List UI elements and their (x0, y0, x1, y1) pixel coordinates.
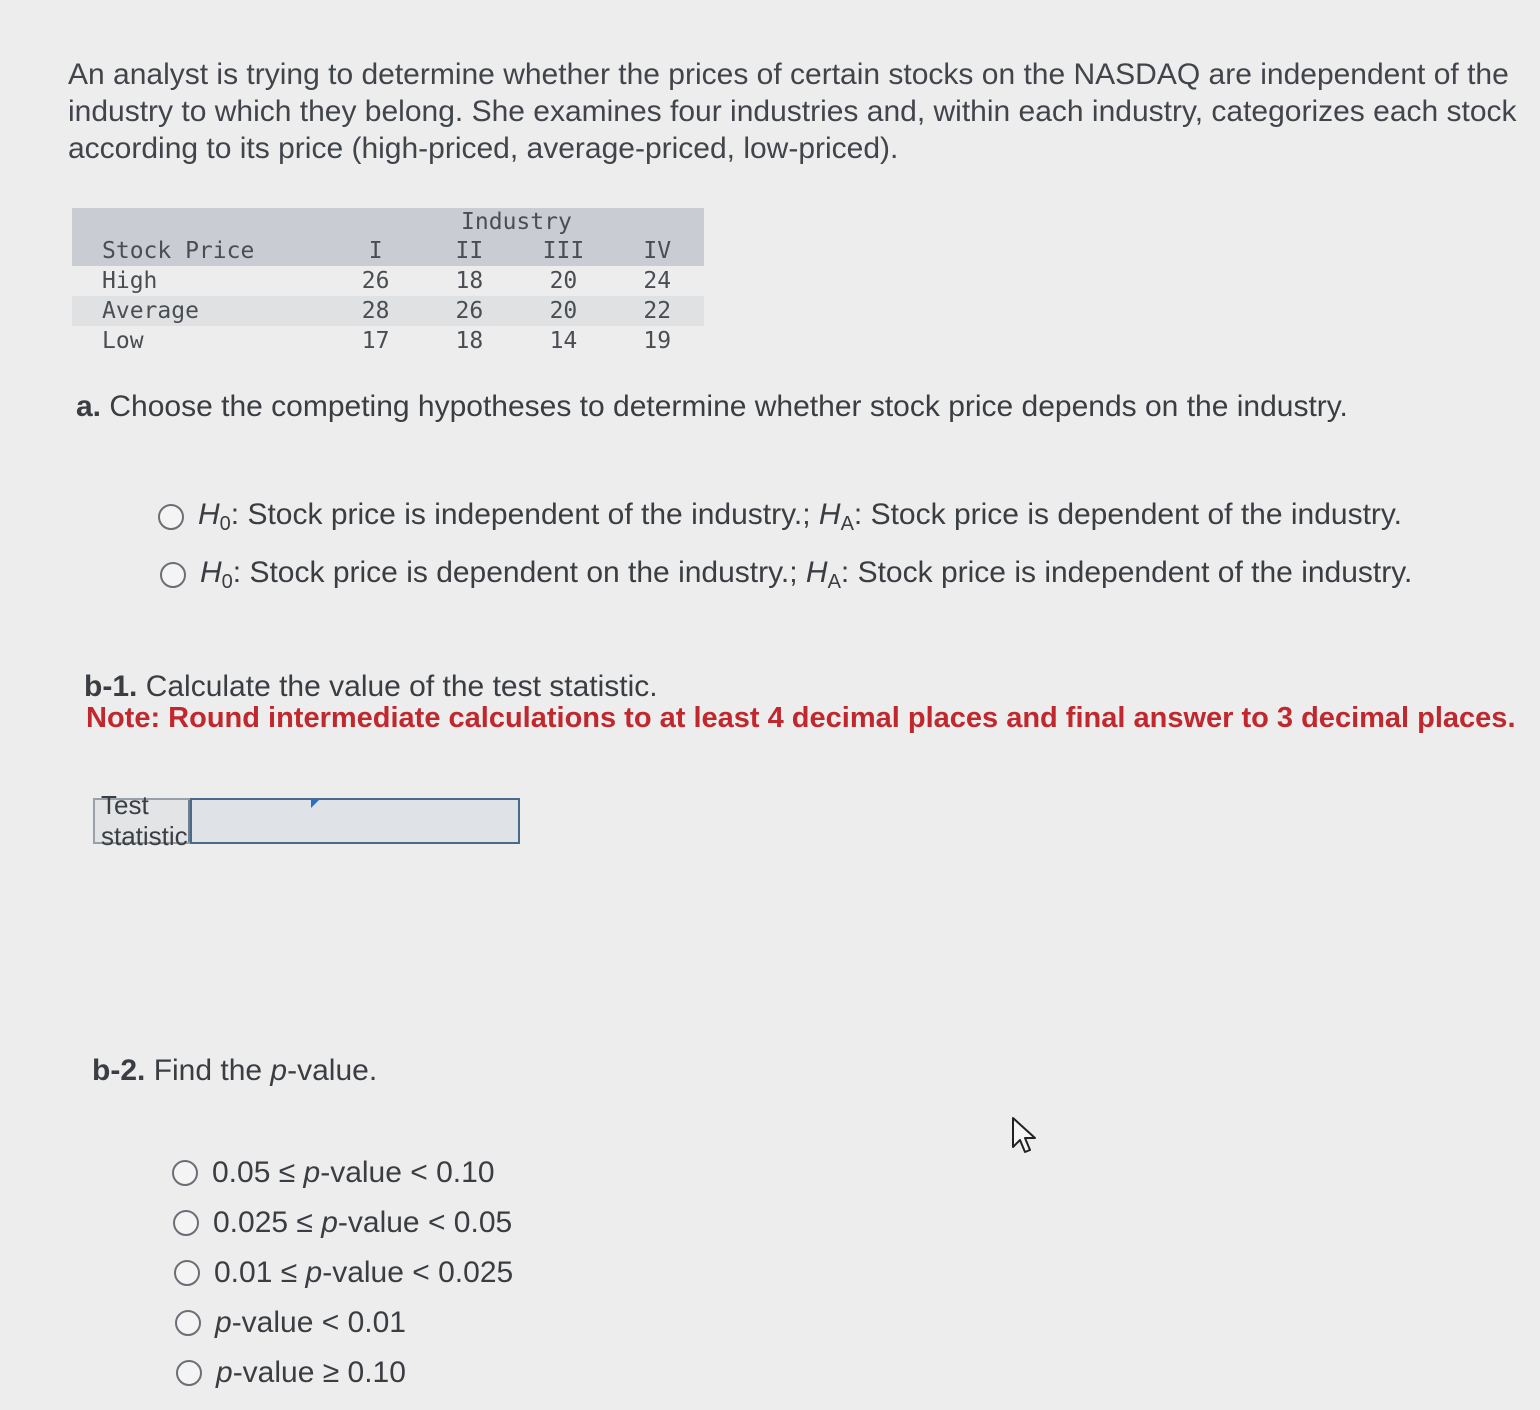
rounding-note: Note: Round intermediate calculations to at least 4 decimal places and final answer to 3 decimal places. (86, 702, 1516, 734)
radio-button-icon[interactable] (175, 1310, 201, 1336)
row-label: High (102, 268, 158, 294)
test-statistic-input[interactable] (190, 798, 520, 844)
table-cell: 24 (643, 268, 672, 294)
radio-button-icon[interactable] (173, 1210, 199, 1236)
table-cell: 26 (422, 296, 516, 326)
problem-intro: An analyst is trying to determine whether the prices of certain stocks on the NASDAQ are independent of the industry to which they belong. She examines four industries and, within each industry, categorizes each stock according to its price (high-priced, average-priced, low-priced). (68, 58, 1517, 165)
column-header: I (329, 236, 422, 266)
table-cell: 26 (361, 268, 390, 294)
stock-price-header: Stock Price (72, 236, 329, 266)
mouse-pointer-icon (1010, 1116, 1040, 1156)
table-cell: 22 (611, 296, 704, 326)
industry-header: Industry (422, 208, 610, 236)
radio-button-icon[interactable] (158, 504, 184, 530)
column-header: III (516, 236, 610, 266)
hypothesis-option-1[interactable]: $H_0$: Stock price is independent of the industry.; $H_A$: Stock price is dependent of the industry. (158, 498, 1402, 536)
pvalue-option-4[interactable]: p-value < 0.01 (175, 1306, 406, 1340)
input-corner-marker-icon (311, 800, 319, 808)
table-cell: 28 (329, 296, 422, 326)
table-cell: 20 (516, 296, 610, 326)
column-header: II (422, 236, 516, 266)
table-cell: 17 (361, 328, 390, 354)
table-column-header-row (72, 236, 704, 266)
pvalue-option-3[interactable]: 0.01 ≤ p-value < 0.025 (174, 1256, 513, 1290)
part-a-text: Choose the competing hypotheses to determine whether stock price depends on the industry. (109, 390, 1348, 423)
hypothesis-option-2[interactable]: $H_0$: Stock price is dependent on the industry.; $H_A$: Stock price is independent of the industry. (160, 556, 1412, 594)
part-b1-question (84, 670, 658, 704)
table-row (72, 326, 704, 356)
row-label: Low (102, 328, 144, 354)
table-row (72, 266, 704, 296)
part-b2-label: b-2. (92, 1054, 146, 1087)
part-b2-question: b-2. Find the p-value. (92, 1054, 378, 1087)
table-cell: 18 (455, 328, 484, 354)
row-label: Average (72, 296, 329, 326)
stock-price-table (72, 208, 704, 356)
table-group-header-row (72, 208, 704, 236)
radio-button-icon[interactable] (160, 562, 186, 588)
part-a-question (76, 390, 1348, 424)
part-a-label: a. (76, 390, 102, 423)
pvalue-option-5[interactable]: p-value ≥ 0.10 (176, 1356, 406, 1390)
table-cell: 14 (549, 328, 578, 354)
table-row (72, 296, 704, 326)
radio-button-icon[interactable] (174, 1260, 200, 1286)
radio-button-icon[interactable] (176, 1360, 202, 1386)
column-header: IV (611, 236, 704, 266)
pvalue-option-2[interactable]: 0.025 ≤ p-value < 0.05 (173, 1206, 512, 1240)
table-cell: 20 (549, 268, 578, 294)
test-statistic-label: Test statistic (95, 800, 190, 842)
part-b1-label: b-1. (84, 670, 138, 703)
table-cell: 19 (643, 328, 672, 354)
test-statistic-row (93, 790, 483, 851)
pvalue-option-1[interactable]: 0.05 ≤ p-value < 0.10 (172, 1156, 495, 1190)
table-cell: 18 (455, 268, 484, 294)
part-b1-text: Calculate the value of the test statistic. (145, 670, 658, 703)
radio-button-icon[interactable] (172, 1160, 198, 1186)
